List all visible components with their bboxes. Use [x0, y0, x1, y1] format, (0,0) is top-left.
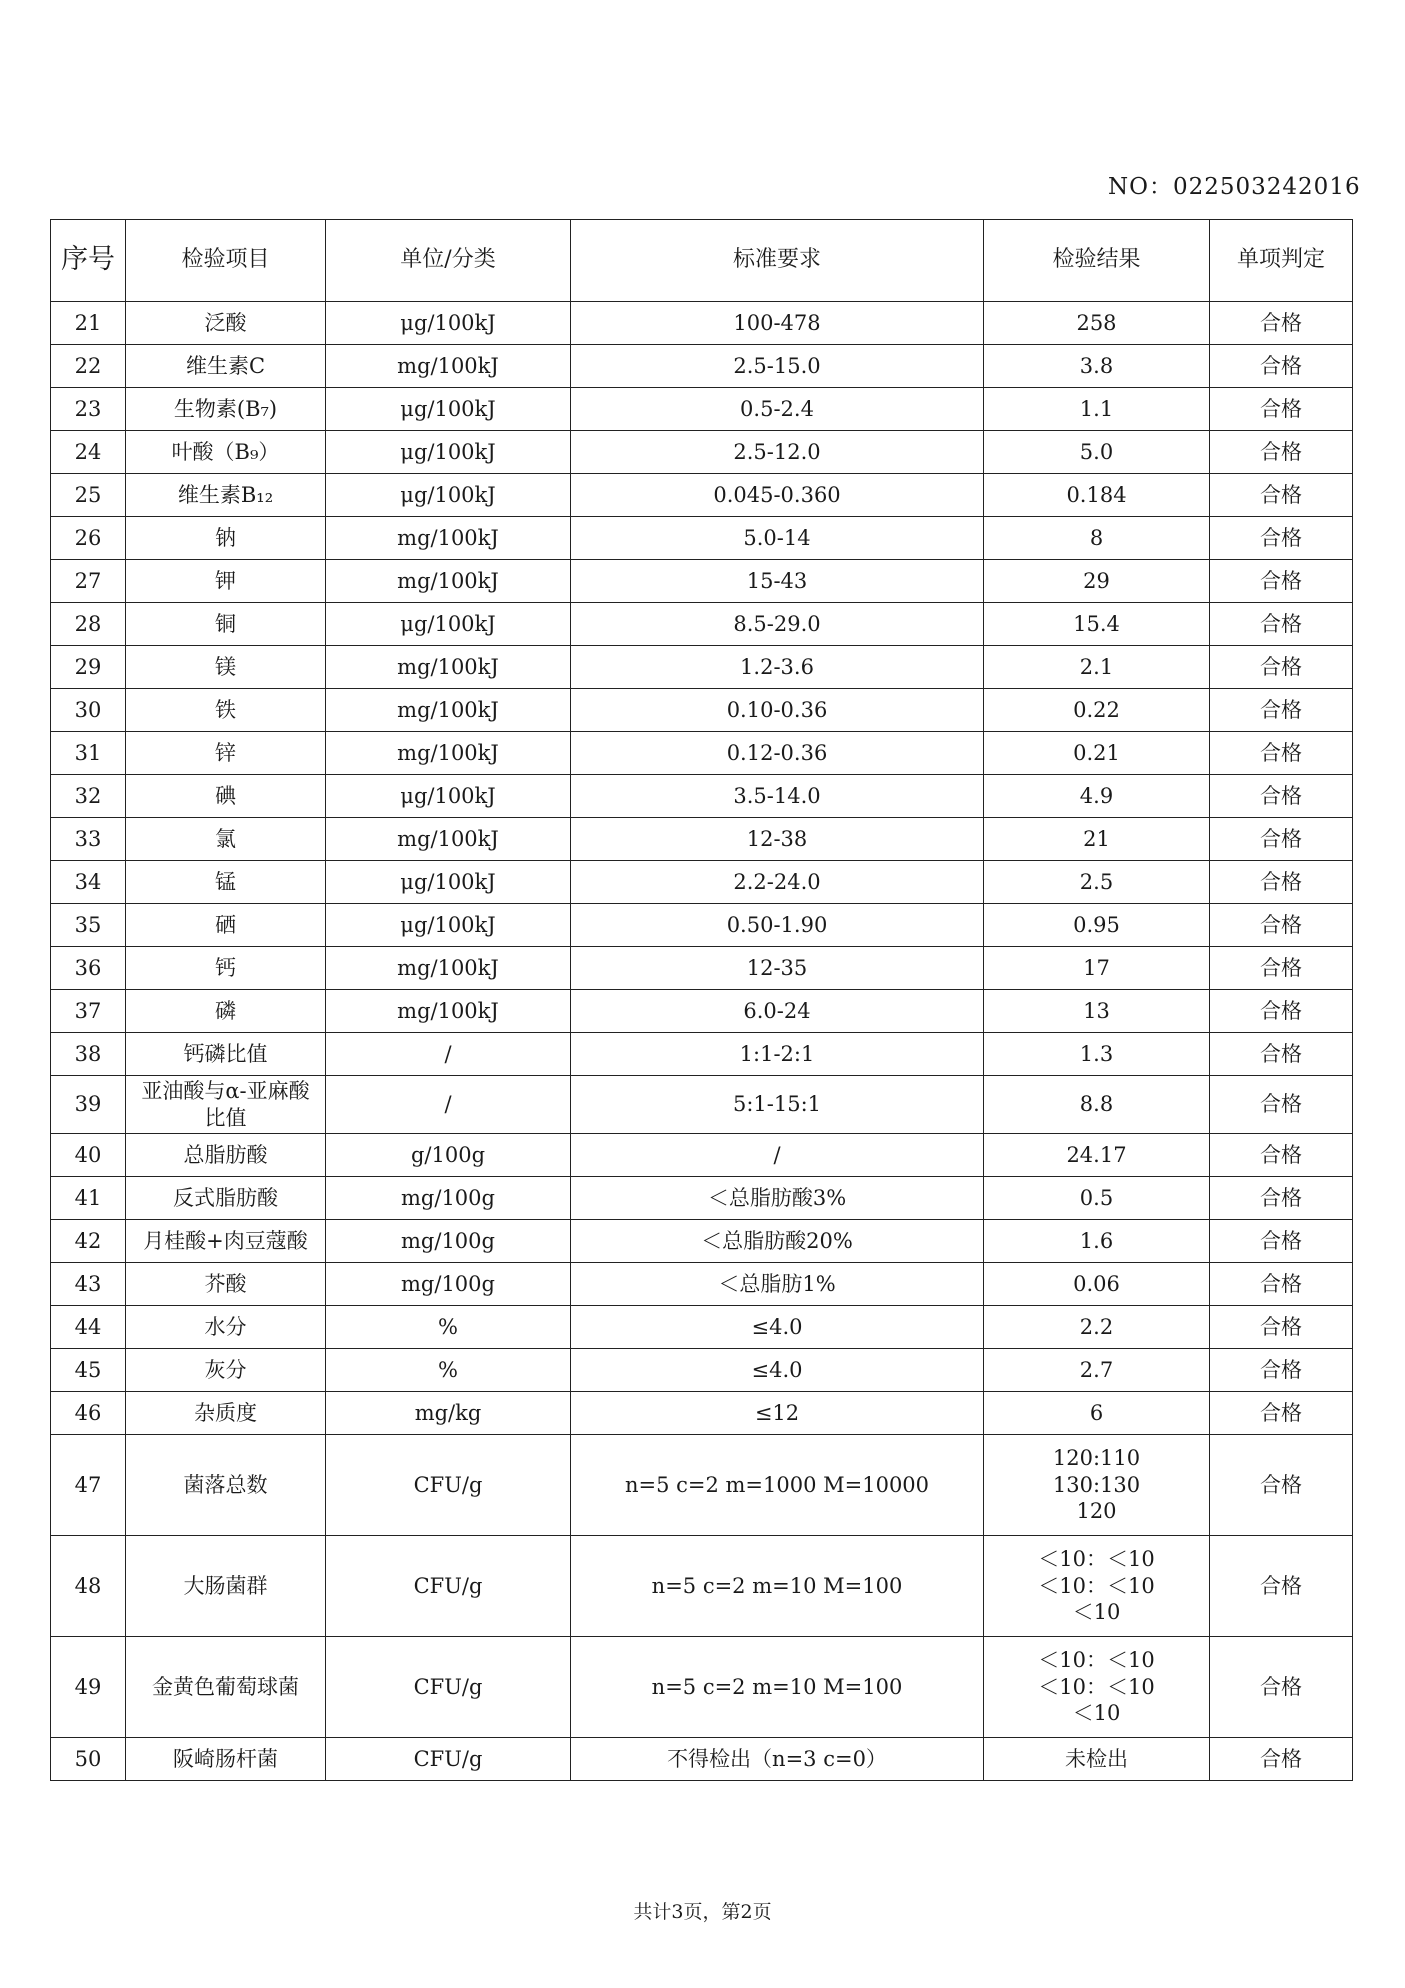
cell-result: 17: [984, 947, 1210, 990]
cell-verdict: 合格: [1210, 302, 1353, 345]
cell-unit: %: [326, 1349, 571, 1392]
cell-item: 铜: [126, 603, 326, 646]
cell-standard: 8.5-29.0: [571, 603, 984, 646]
cell-no: 45: [51, 1349, 126, 1392]
cell-no: 22: [51, 345, 126, 388]
cell-no: 39: [51, 1076, 126, 1134]
result-line: 130:130: [1052, 1472, 1141, 1497]
cell-standard: 12-35: [571, 947, 984, 990]
cell-unit: μg/100kJ: [326, 474, 571, 517]
table-row: [51, 904, 1353, 947]
cell-standard: n=5 c=2 m=10 M=100: [571, 1536, 984, 1637]
cell-unit: μg/100kJ: [326, 775, 571, 818]
cell-standard: ＜总脂肪酸3%: [571, 1177, 984, 1220]
cell-item: 氯: [126, 818, 326, 861]
table-row: [51, 732, 1353, 775]
table-row: [51, 990, 1353, 1033]
cell-no: 46: [51, 1392, 126, 1435]
cell-item: 杂质度: [126, 1392, 326, 1435]
cell-result: 2.1: [984, 646, 1210, 689]
cell-item: 灰分: [126, 1349, 326, 1392]
cell-unit: mg/100kJ: [326, 345, 571, 388]
cell-item: 反式脂肪酸: [126, 1177, 326, 1220]
cell-unit: μg/100kJ: [326, 603, 571, 646]
cell-unit: μg/100kJ: [326, 431, 571, 474]
cell-result: 258: [984, 302, 1210, 345]
result-line: ＜10: [1072, 1600, 1121, 1625]
cell-unit: mg/100g: [326, 1263, 571, 1306]
cell-result: 24.17: [984, 1134, 1210, 1177]
cell-no: 31: [51, 732, 126, 775]
cell-no: 49: [51, 1637, 126, 1738]
cell-verdict: 合格: [1210, 1435, 1353, 1536]
cell-unit: mg/100kJ: [326, 517, 571, 560]
cell-item: 总脂肪酸: [126, 1134, 326, 1177]
cell-item: 维生素C: [126, 345, 326, 388]
cell-item: 维生素B₁₂: [126, 474, 326, 517]
cell-item: 磷: [126, 990, 326, 1033]
result-line: 120: [1076, 1499, 1117, 1524]
cell-unit: μg/100kJ: [326, 904, 571, 947]
cell-unit: mg/100kJ: [326, 947, 571, 990]
cell-no: 25: [51, 474, 126, 517]
cell-item: 钾: [126, 560, 326, 603]
table-row: [51, 1177, 1353, 1220]
cell-item: 锌: [126, 732, 326, 775]
cell-no: 37: [51, 990, 126, 1033]
table-row: [51, 689, 1353, 732]
cell-result: 4.9: [984, 775, 1210, 818]
cell-item: 金黄色葡萄球菌: [126, 1637, 326, 1738]
cell-result: 8.8: [984, 1076, 1210, 1134]
cell-result: 13: [984, 990, 1210, 1033]
cell-standard: 100-478: [571, 302, 984, 345]
cell-verdict: 合格: [1210, 474, 1353, 517]
cell-no: 40: [51, 1134, 126, 1177]
cell-result: 0.21: [984, 732, 1210, 775]
table-row: [51, 818, 1353, 861]
table-row: [51, 1076, 1353, 1134]
cell-item: 大肠菌群: [126, 1536, 326, 1637]
result-line: ＜10：＜10: [1038, 1647, 1155, 1672]
table-row: [51, 1263, 1353, 1306]
table-row: [51, 1220, 1353, 1263]
cell-item: 钠: [126, 517, 326, 560]
cell-standard: 2.2-24.0: [571, 861, 984, 904]
cell-result: 8: [984, 517, 1210, 560]
cell-result: [984, 1435, 1210, 1536]
cell-unit: μg/100kJ: [326, 861, 571, 904]
cell-standard: 2.5-15.0: [571, 345, 984, 388]
cell-no: 24: [51, 431, 126, 474]
cell-verdict: 合格: [1210, 861, 1353, 904]
cell-verdict: 合格: [1210, 603, 1353, 646]
cell-unit: /: [326, 1033, 571, 1076]
cell-result: 0.95: [984, 904, 1210, 947]
cell-result: 1.1: [984, 388, 1210, 431]
cell-no: 32: [51, 775, 126, 818]
results-table: [50, 219, 1353, 1781]
cell-verdict: 合格: [1210, 560, 1353, 603]
cell-standard: 3.5-14.0: [571, 775, 984, 818]
cell-item: 泛酸: [126, 302, 326, 345]
cell-standard: 不得检出（n=3 c=0）: [571, 1738, 984, 1781]
cell-item: 生物素(B₇): [126, 388, 326, 431]
cell-item: 阪崎肠杆菌: [126, 1738, 326, 1781]
cell-no: 27: [51, 560, 126, 603]
cell-standard: ≤4.0: [571, 1349, 984, 1392]
result-line: ＜10: [1072, 1701, 1121, 1726]
cell-verdict: 合格: [1210, 689, 1353, 732]
cell-verdict: 合格: [1210, 1134, 1353, 1177]
cell-verdict: 合格: [1210, 1536, 1353, 1637]
cell-item: 亚油酸与α-亚麻酸比值: [126, 1076, 326, 1134]
cell-unit: mg/100kJ: [326, 646, 571, 689]
cell-verdict: 合格: [1210, 775, 1353, 818]
cell-verdict: 合格: [1210, 1306, 1353, 1349]
header-verdict: 单项判定: [1210, 220, 1353, 302]
cell-verdict: 合格: [1210, 732, 1353, 775]
cell-unit: mg/100g: [326, 1220, 571, 1263]
cell-verdict: 合格: [1210, 1177, 1353, 1220]
cell-no: 30: [51, 689, 126, 732]
table-row: [51, 1134, 1353, 1177]
cell-verdict: 合格: [1210, 1349, 1353, 1392]
cell-unit: mg/100kJ: [326, 560, 571, 603]
cell-unit: mg/100kJ: [326, 818, 571, 861]
cell-result: 1.3: [984, 1033, 1210, 1076]
cell-standard: 5.0-14: [571, 517, 984, 560]
cell-standard: 0.10-0.36: [571, 689, 984, 732]
table-row: [51, 1637, 1353, 1738]
cell-verdict: 合格: [1210, 517, 1353, 560]
cell-no: 34: [51, 861, 126, 904]
cell-unit: g/100g: [326, 1134, 571, 1177]
cell-result: 6: [984, 1392, 1210, 1435]
cell-standard: 1:1-2:1: [571, 1033, 984, 1076]
cell-standard: ＜总脂肪酸20%: [571, 1220, 984, 1263]
cell-item: 锰: [126, 861, 326, 904]
cell-item: 芥酸: [126, 1263, 326, 1306]
cell-standard: 0.50-1.90: [571, 904, 984, 947]
cell-standard: 15-43: [571, 560, 984, 603]
cell-result: [984, 1536, 1210, 1637]
header-standard: 标准要求: [571, 220, 984, 302]
cell-result: 29: [984, 560, 1210, 603]
cell-item: 钙磷比值: [126, 1033, 326, 1076]
cell-unit: mg/kg: [326, 1392, 571, 1435]
cell-standard: n=5 c=2 m=1000 M=10000: [571, 1435, 984, 1536]
result-line: 120:110: [1052, 1445, 1141, 1470]
cell-result: 2.7: [984, 1349, 1210, 1392]
cell-result: 15.4: [984, 603, 1210, 646]
cell-no: 33: [51, 818, 126, 861]
cell-result: 3.8: [984, 345, 1210, 388]
cell-no: 44: [51, 1306, 126, 1349]
table-row: [51, 345, 1353, 388]
page-indicator: 共计3页，第2页: [633, 1901, 772, 1923]
cell-no: 36: [51, 947, 126, 990]
result-line: ＜10：＜10: [1038, 1546, 1155, 1571]
cell-no: 35: [51, 904, 126, 947]
table-row: [51, 474, 1353, 517]
table-row: [51, 1738, 1353, 1781]
cell-verdict: 合格: [1210, 1263, 1353, 1306]
cell-result: 2.5: [984, 861, 1210, 904]
cell-verdict: 合格: [1210, 990, 1353, 1033]
cell-no: 41: [51, 1177, 126, 1220]
cell-result: 0.06: [984, 1263, 1210, 1306]
cell-verdict: 合格: [1210, 431, 1353, 474]
cell-no: 42: [51, 1220, 126, 1263]
cell-unit: mg/100g: [326, 1177, 571, 1220]
cell-no: 38: [51, 1033, 126, 1076]
table-row: [51, 302, 1353, 345]
cell-no: 26: [51, 517, 126, 560]
cell-result: 0.22: [984, 689, 1210, 732]
cell-standard: ≤4.0: [571, 1306, 984, 1349]
header-item: 检验项目: [126, 220, 326, 302]
cell-no: 23: [51, 388, 126, 431]
cell-no: 47: [51, 1435, 126, 1536]
cell-item: 月桂酸+肉豆蔻酸: [126, 1220, 326, 1263]
cell-standard: 6.0-24: [571, 990, 984, 1033]
cell-unit: μg/100kJ: [326, 388, 571, 431]
cell-unit: mg/100kJ: [326, 990, 571, 1033]
cell-result: 5.0: [984, 431, 1210, 474]
cell-standard: 1.2-3.6: [571, 646, 984, 689]
report-number: NO：022503242016: [1108, 174, 1361, 200]
table-row: [51, 861, 1353, 904]
cell-standard: 2.5-12.0: [571, 431, 984, 474]
cell-result: 0.5: [984, 1177, 1210, 1220]
cell-unit: CFU/g: [326, 1435, 571, 1536]
table-row: [51, 1435, 1353, 1536]
table-row: [51, 1349, 1353, 1392]
cell-no: 21: [51, 302, 126, 345]
cell-item: 镁: [126, 646, 326, 689]
cell-verdict: 合格: [1210, 1033, 1353, 1076]
table-row: [51, 560, 1353, 603]
cell-unit: /: [326, 1076, 571, 1134]
table-row: [51, 603, 1353, 646]
table-row: [51, 388, 1353, 431]
cell-verdict: 合格: [1210, 646, 1353, 689]
header-row: [51, 220, 1353, 302]
table-row: [51, 517, 1353, 560]
cell-no: 29: [51, 646, 126, 689]
cell-standard: 12-38: [571, 818, 984, 861]
cell-result: 未检出: [984, 1738, 1210, 1781]
result-line: ＜10：＜10: [1038, 1674, 1155, 1699]
cell-no: 50: [51, 1738, 126, 1781]
table-row: [51, 947, 1353, 990]
cell-unit: CFU/g: [326, 1738, 571, 1781]
cell-result: 1.6: [984, 1220, 1210, 1263]
cell-standard: 5:1-15:1: [571, 1076, 984, 1134]
cell-standard: ≤12: [571, 1392, 984, 1435]
table-row: [51, 1392, 1353, 1435]
cell-item: 铁: [126, 689, 326, 732]
cell-standard: 0.5-2.4: [571, 388, 984, 431]
cell-verdict: 合格: [1210, 1637, 1353, 1738]
cell-standard: /: [571, 1134, 984, 1177]
cell-unit: mg/100kJ: [326, 689, 571, 732]
cell-unit: μg/100kJ: [326, 302, 571, 345]
cell-item: 钙: [126, 947, 326, 990]
cell-verdict: 合格: [1210, 818, 1353, 861]
cell-verdict: 合格: [1210, 1220, 1353, 1263]
cell-item: 叶酸（B₉）: [126, 431, 326, 474]
table-row: [51, 431, 1353, 474]
cell-item: 硒: [126, 904, 326, 947]
cell-standard: 0.12-0.36: [571, 732, 984, 775]
table-row: [51, 1033, 1353, 1076]
cell-standard: ＜总脂肪1%: [571, 1263, 984, 1306]
cell-no: 43: [51, 1263, 126, 1306]
header-unit: 单位/分类: [326, 220, 571, 302]
cell-verdict: 合格: [1210, 1392, 1353, 1435]
table-row: [51, 775, 1353, 818]
cell-unit: %: [326, 1306, 571, 1349]
table-row: [51, 1536, 1353, 1637]
cell-verdict: 合格: [1210, 947, 1353, 990]
cell-standard: n=5 c=2 m=10 M=100: [571, 1637, 984, 1738]
cell-no: 48: [51, 1536, 126, 1637]
cell-item: 水分: [126, 1306, 326, 1349]
cell-verdict: 合格: [1210, 345, 1353, 388]
cell-no: 28: [51, 603, 126, 646]
cell-unit: mg/100kJ: [326, 732, 571, 775]
table-row: [51, 646, 1353, 689]
cell-item: 菌落总数: [126, 1435, 326, 1536]
cell-item: 碘: [126, 775, 326, 818]
result-line: ＜10：＜10: [1038, 1573, 1155, 1598]
header-no: 序号: [51, 220, 126, 302]
cell-result: 21: [984, 818, 1210, 861]
cell-standard: 0.045-0.360: [571, 474, 984, 517]
table-body: [51, 302, 1353, 1781]
header-result: 检验结果: [984, 220, 1210, 302]
cell-verdict: 合格: [1210, 904, 1353, 947]
cell-result: 0.184: [984, 474, 1210, 517]
cell-verdict: 合格: [1210, 388, 1353, 431]
cell-verdict: 合格: [1210, 1738, 1353, 1781]
cell-result: [984, 1637, 1210, 1738]
cell-verdict: 合格: [1210, 1076, 1353, 1134]
cell-unit: CFU/g: [326, 1536, 571, 1637]
table-row: [51, 1306, 1353, 1349]
cell-result: 2.2: [984, 1306, 1210, 1349]
cell-unit: CFU/g: [326, 1637, 571, 1738]
